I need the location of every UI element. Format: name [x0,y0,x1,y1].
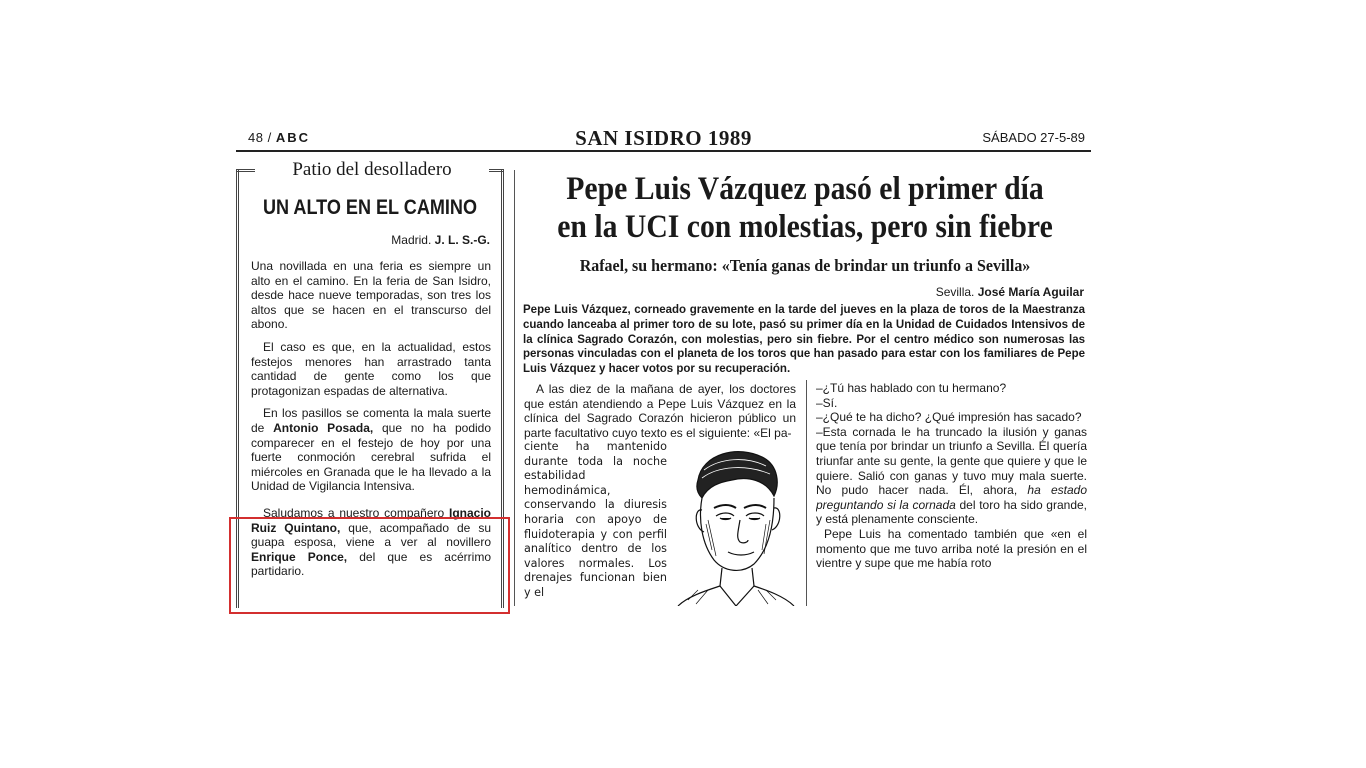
highlight-box [229,517,510,614]
interview-line: –Sí. [816,395,838,410]
paper-name: ABC [275,130,310,145]
page-number-text: 48 / [248,130,272,145]
column-divider [514,170,515,606]
headline-line: en la UCI con molestias, pero sin fiebre [557,209,1053,245]
interview-line: –¿Tú has hablado con tu hermano? [816,381,1007,395]
article-subheadline: Rafael, su hermano: «Tenía ganas de brindar un triunfo a Sevilla» [579,256,1031,275]
interview-line: –Esta cornada le ha truncado la ilusión y ganas que tenía por brindar un triunfo a Sevilla. Él quería triunfar ante su gente, la gente que quiere y que le quiere. Salió con ganas y tuvo muy mala suerte. No pudo hacer nada. Él, ahora, ha estado preguntando si la cornada del toro ha sido grande, y está plenamente consciente. [816,424,1087,527]
column-divider [806,380,807,606]
column-paragraph: Una novillada en una feria es siempre un alto en el camino. En la feria de San Isidro, desde hace nueve temporadas, son tres los altos que se hacen en el transcurso del abono. [251,259,491,332]
interview-line: Pepe Luis ha comentado también que «en el momento que me tuvo arriba noté la presión en el vientre y supe que me había roto [816,526,1087,571]
article-col1-top: A las diez de la mañana de ayer, los doctores que están atendiendo a Pepe Luis Vázquez en la clínica del Sagrado Corazón hicieron público un parte facultativo cuyo texto es el siguiente: «El pa- [524,382,796,440]
article-headline [549,170,1062,246]
article-byline [800,285,1084,299]
byline-author: J. L. S.-G. [434,233,490,247]
article-col1-narrow: ciente ha mantenido durante toda la noche estabilidad hemodinámica, conservando la diuresis horaria con apoyo de fluidoterapia y con perfil analítico dentro de los valores normales. Los drenajes funcionan bien y el [524,440,667,599]
person-name: Antonio Posada, [273,420,374,435]
italic-text: ha estado preguntando si la cornada [816,483,1087,512]
article-lead: Pepe Luis Vázquez, corneado gravemente en la tarde del jueves en la plaza de toros de la Maestranza cuando lanceaba al primer toro de su lote, pasó su primer día en la Unidad de Cuidados Intensivos de la clínica Sagrado Corazón, con molestias, pero sin fiebre. Por el centro médico son numerosas las personas vinculadas con el planeta de los toros que han pasado para estar con los familiares de Pepe Luis Vázquez y hacer votos por su recuperación. [523,304,1085,376]
column-paragraph-highlighted: Saludamos a nuestro compañero Ignacio Ruiz Quintano, que, acompañado de su guapa esposa, viene a ver al novillero Enrique Ponce, del que es acérrimo partidario. [251,505,491,579]
article-col2 [816,381,1087,603]
section-title: SAN ISIDRO 1989 [575,126,752,150]
column-paragraph: En los pasillos se comenta la mala suerte de Antonio Posada, que no ha podido comparecer en el festejo de hoy por una fuerte conmoción cerebral sufrida el miércoles en Granada que le ha llevado a la Unidad de Vigilancia Intensiva. [251,406,492,494]
person-name: Enrique Ponce, [251,549,348,564]
interview-line: –¿Qué te ha dicho? ¿Qué impresión has sacado? [816,410,1082,425]
byline-author: José María Aguilar [977,285,1084,299]
masthead-rule [236,150,1091,152]
headline-line: Pepe Luis Vázquez pasó el primer día [566,171,1044,207]
byline-place: Sevilla. [935,285,975,299]
masthead [236,126,1091,150]
engraved-portrait-icon [668,440,796,606]
byline-place: Madrid. [391,233,432,247]
column-headline: UN ALTO EN EL CAMINO [262,196,478,219]
issue-date: SÁBADO 27-5-89 [982,130,1085,145]
column-paragraph: El caso es que, en la actualidad, estos festejos menores han arrastrado tanta cantidad de gente como los que protagonizan espadas de alternativa. [251,339,491,398]
column-kicker: Patio del desolladero [255,159,489,181]
person-name: Ignacio Ruiz Quintano, [251,505,491,535]
column-byline [250,233,490,247]
